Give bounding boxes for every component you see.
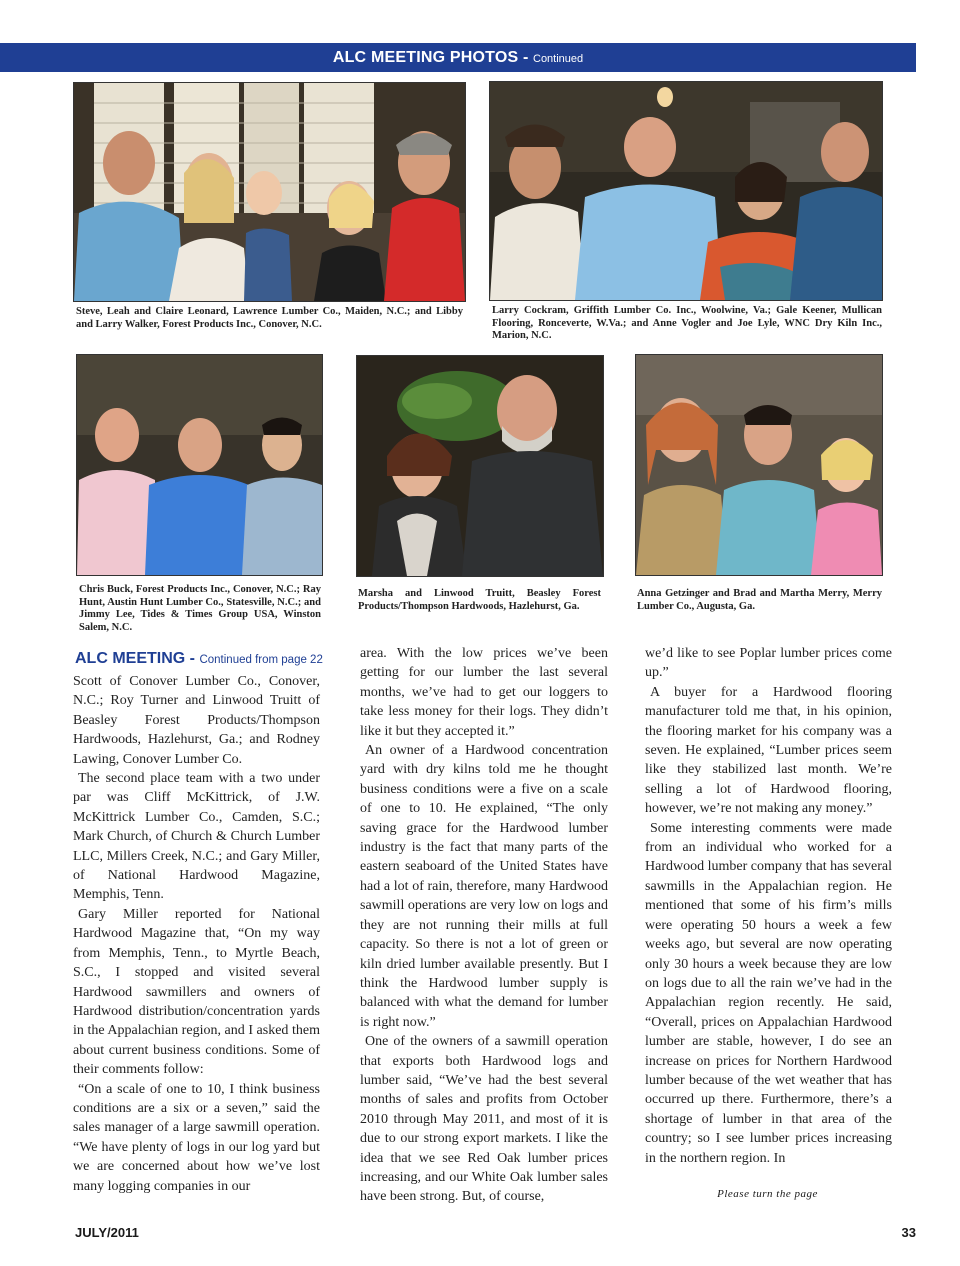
footer-date: JULY/2011	[75, 1225, 139, 1240]
page-number: 33	[901, 1225, 916, 1240]
article-title: ALC MEETING -	[75, 650, 195, 667]
photo-5-caption: Anna Getzinger and Brad and Martha Merry, Merry Lumber Co., Augusta, Ga.	[637, 588, 882, 612]
article-heading	[75, 650, 323, 668]
paragraph: Scott of Conover Lumber Co., Conover, N.C.; Roy Turner and Linwood Truitt of Beasley Forest Products/Thompson Hardwoods, Hazlehurst, Ga.; and Rodney Lawing, Conover Lumber Co.	[73, 674, 320, 767]
paragraph: A buyer for a Hardwood flooring manufacturer told me that, in his opinion, the flooring market for his company was a seven. He explained, “Lumber prices seem like they stabilized last month. We’re selling a lot of Hardwood flooring, however, we’re not making any money.”	[645, 684, 892, 817]
please-turn-the-page: Please turn the page	[717, 1188, 818, 1200]
banner-title: ALC MEETING PHOTOS -	[332, 49, 529, 66]
photo-1	[73, 82, 466, 302]
photo-1-caption: Steve, Leah and Claire Leonard, Lawrence Lumber Co., Maiden, N.C.; and Libby and Larry Walker, Forest Products Inc., Conover, N.C.	[76, 306, 463, 330]
paragraph: Some interesting comments were made from an individual who worked for a Hardwood lumber company that has several sawmills in the Appalachian region. He mentioned that some of his firm’s mills were operating 50 hours a week a few weeks ago, but several are now operating only 30 hours a week because they are low on logs due to all the rain we’ve had in the Appalachian region recently. He said, “Overall, prices on Appalachian Hardwood lumber are stable, however, I do see an increase on prices for Northern Hardwood lumber because of the wet weather that has occurred up there. Furthermore, there’s a shortage of lumber in that area of the country; so I see lumber prices increasing in the northern region. In	[645, 820, 892, 1166]
photo-4	[356, 355, 604, 577]
photo-5	[635, 354, 883, 576]
photo-3	[76, 354, 323, 576]
paragraph: “On a scale of one to 10, I think business conditions are a six or a seven,” said the sales manager of a large sawmill operation. “We have plenty of logs in our log yard but we are concerned about how we’ve lost many logging companies in our	[73, 1081, 320, 1194]
article-continued-from: Continued from page 22	[199, 654, 323, 666]
paragraph: An owner of a Hardwood concentration yard with dry kilns told me he thought business conditions were a five on a scale of one to 10. He explained, “The only saving grace for the Hardwood lumber industry is the fact that many parts of the eastern seaboard of the United States have had a lot of rain, therefore, many Hardwood sawmill operations are very low on logs and they are not running their mills at full capacity. So there is not a lot of green or kiln dried lumber available presently. But I think the Hardwood lumber supply is balanced with what the demand for lumber is right now.”	[360, 743, 608, 1030]
paragraph: Gary Miller reported for National Hardwood Magazine that, “On my way from Memphis, Tenn., to Myrtle Beach, S.C., I stopped and visited several Hardwood sawmillers and owners of Hardwood distribution/concentration yards in the Appalachian region, and I asked them about current business conditions. Some of their comments follow:	[73, 906, 320, 1078]
photo-4-caption: Marsha and Linwood Truitt, Beasley Forest Products/Thompson Hardwoods, Hazlehurst, Ga.	[358, 588, 601, 612]
article-column-1	[73, 672, 320, 1196]
paragraph: area. With the low prices we’ve been getting for our lumber the last several months, we’ve had to get our loggers to take less money for their logs. They didn’t like it but they accepted it.”	[360, 646, 608, 739]
paragraph: The second place team with a two under par was Cliff McKittrick, of J.W. McKittrick Lumber Co., Camden, S.C.; Mark Church, of Church & Church Lumber LLC, Millers Creek, N.C.; and Gary Miller, of National Hardwood Magazine, Memphis, Tenn.	[73, 771, 320, 903]
article-column-2	[360, 644, 608, 1207]
photo-2-caption: Larry Cockram, Griffith Lumber Co. Inc., Woolwine, Va.; Gale Keener, Mullican Flooring, Ronceverte, W.Va.; and Anne Vogler and Joe Lyle, WNC Dry Kiln Inc., Marion, N.C.	[492, 305, 882, 341]
paragraph: we’d like to see Poplar lumber prices come up.”	[645, 646, 892, 681]
paragraph: One of the owners of a sawmill operation that exports both Hardwood logs and lumber said, “We’ve had the best several months of sales and profits from October 2010 through May 2011, and most of it is due to our strong export markets. I like the idea that we see Red Oak lumber prices increasing, and our White Oak lumber sales have been strong. But, of course,	[360, 1034, 608, 1205]
banner-subtitle: Continued	[533, 53, 584, 65]
article-column-3	[645, 644, 892, 1168]
photo-2	[489, 81, 883, 301]
section-banner	[0, 43, 916, 72]
photo-3-caption: Chris Buck, Forest Products Inc., Conover, N.C.; Ray Hunt, Austin Hunt Lumber Co., Statesville, N.C.; and Jimmy Lee, Tides & Times Group USA, Winston Salem, N.C.	[79, 584, 321, 633]
